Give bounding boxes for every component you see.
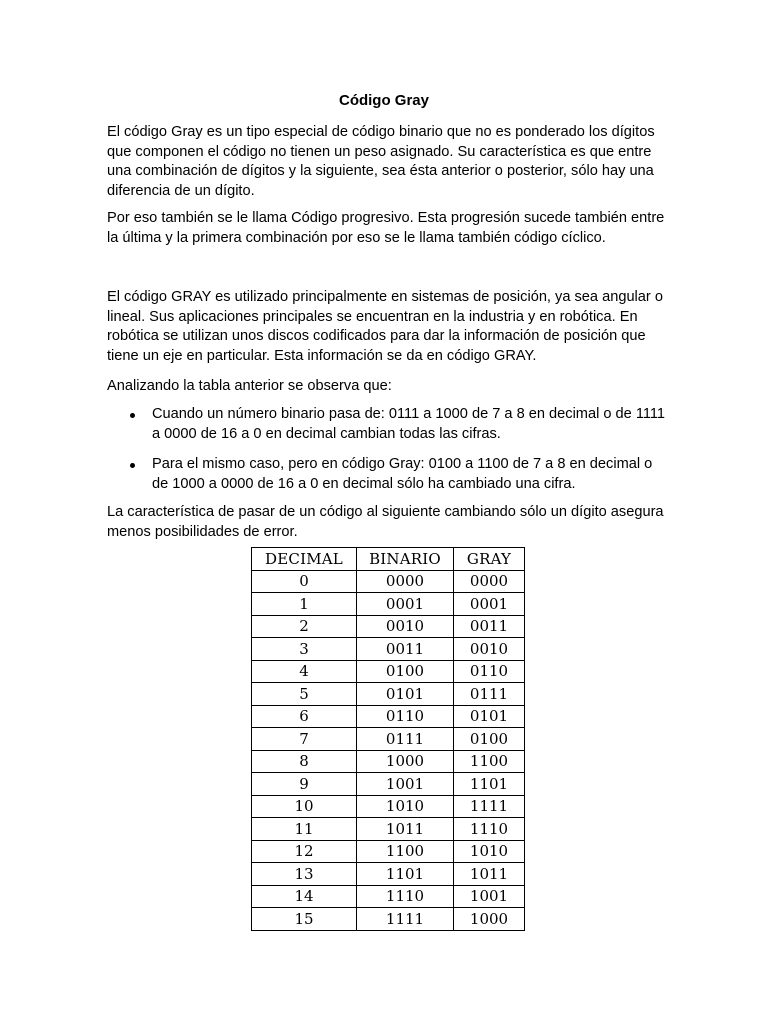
paragraph-conclusion: La característica de pasar de un código al siguiente cambiando sólo un dígito asegura menos posibilidades de error. bbox=[107, 504, 664, 540]
cell-binario: 1010 bbox=[357, 795, 454, 818]
table-row bbox=[252, 863, 525, 886]
table-row bbox=[252, 570, 525, 593]
table-row bbox=[252, 840, 525, 863]
bullet-icon bbox=[130, 413, 135, 418]
bullet-list-2 bbox=[107, 455, 667, 494]
table-row bbox=[252, 885, 525, 908]
cell-gray: 0000 bbox=[454, 570, 525, 593]
cell-decimal: 2 bbox=[252, 615, 357, 638]
cell-binario: 1110 bbox=[357, 885, 454, 908]
cell-gray: 0010 bbox=[454, 638, 525, 661]
bullet-text: Para el mismo caso, pero en código Gray: 0100 a 1100 de 7 a 8 en decimal o de 1000 a 0000 de 16 a 0 en decimal sólo ha cambiado una cifra. bbox=[152, 456, 653, 492]
cell-gray: 1101 bbox=[454, 773, 525, 796]
table-row bbox=[252, 750, 525, 773]
table-row bbox=[252, 818, 525, 841]
paragraph-intro: El código Gray es un tipo especial de código binario que no es ponderado los dígitos que componen el código no tienen un peso asignado. Su característica es que entre una combinación de dígitos y la siguiente, sea ésta anterior o posterior, sólo hay una diferencia de un dígito. bbox=[107, 124, 655, 199]
cell-gray: 1111 bbox=[454, 795, 525, 818]
header-binario: BINARIO bbox=[357, 548, 454, 571]
table-row bbox=[252, 773, 525, 796]
cell-gray: 1001 bbox=[454, 885, 525, 908]
cell-binario: 0111 bbox=[357, 728, 454, 751]
table-header-row bbox=[252, 548, 525, 571]
cell-binario: 0000 bbox=[357, 570, 454, 593]
cell-binario: 1011 bbox=[357, 818, 454, 841]
cell-gray: 0110 bbox=[454, 660, 525, 683]
header-gray: GRAY bbox=[454, 548, 525, 571]
cell-gray: 0111 bbox=[454, 683, 525, 706]
cell-binario: 1111 bbox=[357, 908, 454, 931]
cell-decimal: 9 bbox=[252, 773, 357, 796]
page-title: Código Gray bbox=[338, 92, 429, 109]
cell-decimal: 5 bbox=[252, 683, 357, 706]
cell-decimal: 1 bbox=[252, 593, 357, 616]
table-row bbox=[252, 593, 525, 616]
table-row bbox=[252, 615, 525, 638]
cell-decimal: 12 bbox=[252, 840, 357, 863]
cell-gray: 0101 bbox=[454, 705, 525, 728]
table-row bbox=[252, 638, 525, 661]
cell-decimal: 0 bbox=[252, 570, 357, 593]
table-row bbox=[252, 795, 525, 818]
bullet-list-1 bbox=[107, 405, 667, 444]
table-row bbox=[252, 908, 525, 931]
paragraph-progressive: Por eso también se le llama Código progresivo. Esta progresión sucede también entre la última y la primera combinación por eso se le llama también código cíclico. bbox=[107, 210, 665, 246]
bullet-text: Cuando un número binario pasa de: 0111 a 1000 de 7 a 8 en decimal o de 1111 a 0000 de 16 a 0 en decimal cambian todas las cifras. bbox=[152, 406, 666, 442]
cell-binario: 0011 bbox=[357, 638, 454, 661]
cell-gray: 1011 bbox=[454, 863, 525, 886]
cell-gray: 0011 bbox=[454, 615, 525, 638]
header-decimal: DECIMAL bbox=[252, 548, 357, 571]
list-item bbox=[107, 405, 667, 444]
cell-decimal: 3 bbox=[252, 638, 357, 661]
cell-gray: 0100 bbox=[454, 728, 525, 751]
cell-gray: 1100 bbox=[454, 750, 525, 773]
cell-decimal: 4 bbox=[252, 660, 357, 683]
table-row bbox=[252, 660, 525, 683]
cell-decimal: 13 bbox=[252, 863, 357, 886]
cell-gray: 1010 bbox=[454, 840, 525, 863]
cell-binario: 0110 bbox=[357, 705, 454, 728]
cell-decimal: 6 bbox=[252, 705, 357, 728]
cell-binario: 1100 bbox=[357, 840, 454, 863]
cell-gray: 0001 bbox=[454, 593, 525, 616]
cell-decimal: 7 bbox=[252, 728, 357, 751]
cell-decimal: 14 bbox=[252, 885, 357, 908]
cell-decimal: 8 bbox=[252, 750, 357, 773]
cell-binario: 0101 bbox=[357, 683, 454, 706]
list-item bbox=[107, 455, 667, 494]
cell-decimal: 11 bbox=[252, 818, 357, 841]
paragraph-applications: El código GRAY es utilizado principalmente en sistemas de posición, ya sea angular o lineal. Sus aplicaciones principales se encuentran en la industria y en robótica. En robótica se utilizan unos discos codificados para dar la información de posición que tiene un eje en particular. Esta información se da en código GRAY. bbox=[107, 289, 663, 364]
table-row bbox=[252, 683, 525, 706]
cell-decimal: 15 bbox=[252, 908, 357, 931]
cell-binario: 1000 bbox=[357, 750, 454, 773]
cell-binario: 0001 bbox=[357, 593, 454, 616]
paragraph-analysis: Analizando la tabla anterior se observa que: bbox=[107, 378, 392, 394]
cell-decimal: 10 bbox=[252, 795, 357, 818]
cell-binario: 1001 bbox=[357, 773, 454, 796]
cell-binario: 0100 bbox=[357, 660, 454, 683]
cell-gray: 1000 bbox=[454, 908, 525, 931]
cell-binario: 1101 bbox=[357, 863, 454, 886]
table-row bbox=[252, 705, 525, 728]
bullet-icon bbox=[130, 463, 135, 468]
table-row bbox=[252, 728, 525, 751]
cell-gray: 1110 bbox=[454, 818, 525, 841]
cell-binario: 0010 bbox=[357, 615, 454, 638]
gray-code-table bbox=[251, 547, 525, 931]
